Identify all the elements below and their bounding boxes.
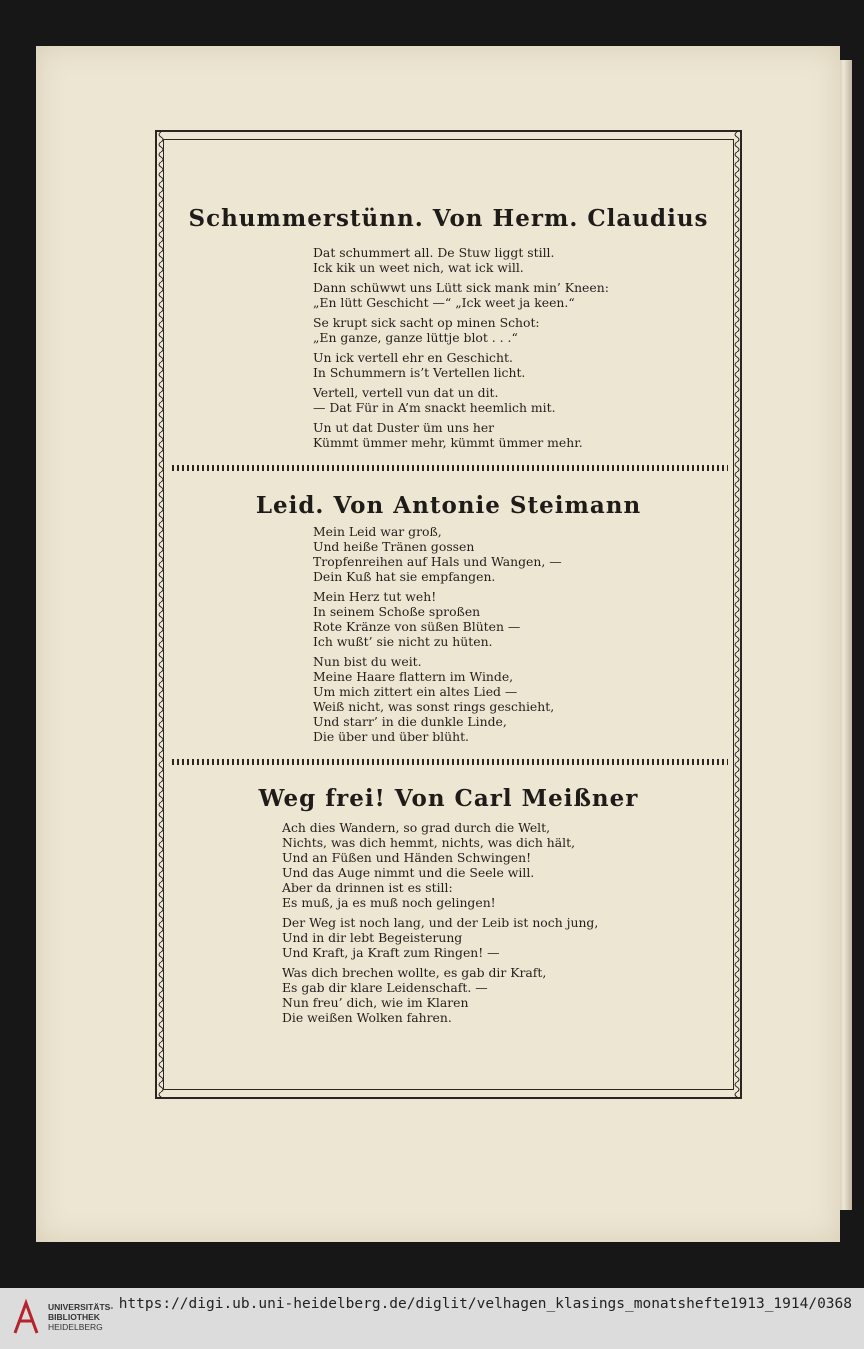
library-logo-icon	[12, 1297, 40, 1339]
poem-line: „En lütt Geschicht —“ „Ick weet ja keen.“	[313, 295, 575, 310]
poem-line: Es gab dir klare Leidenschaft. —	[282, 980, 488, 995]
poem-line: Un ut dat Duster üm uns her	[313, 420, 495, 435]
stanza	[313, 420, 609, 450]
poem-line: Ich wußt’ sie nicht zu hüten.	[313, 634, 493, 649]
stanza	[313, 589, 562, 649]
poem-body-weg-frei	[282, 820, 598, 1030]
stanza	[313, 350, 609, 380]
poem-line: Aber da drinnen ist es still:	[282, 880, 453, 895]
stanza	[282, 915, 598, 960]
border-vine-left	[157, 132, 165, 1097]
poem-line: In seinem Schoße sproßen	[313, 604, 481, 619]
poem-title-leid: Leid. Von Antonie Steimann	[255, 492, 642, 519]
border-vine-bottom	[157, 1089, 740, 1097]
poem-line: Nun freu’ dich, wie im Klaren	[282, 995, 469, 1010]
poem-line: Um mich zittert ein altes Lied —	[313, 684, 518, 699]
library-name-line: BIBLIOTHEK	[48, 1312, 100, 1322]
poem-line: In Schummern is’t Vertellen licht.	[313, 365, 526, 380]
poem-line: Die über und über blüht.	[313, 729, 469, 744]
poem-line: Es muß, ja es muß noch gelingen!	[282, 895, 496, 910]
library-name[interactable]	[48, 1302, 113, 1332]
poem-line: Mein Herz tut weh!	[313, 589, 437, 604]
poem-line: Vertell, vertell vun dat un dit.	[313, 385, 499, 400]
page-edge	[838, 60, 852, 1210]
poem-separator-2	[172, 759, 728, 765]
poem-line: Und Kraft, ja Kraft zum Ringen! —	[282, 945, 500, 960]
poem-line: Und starr’ in die dunkle Linde,	[313, 714, 507, 729]
poem-line: „En ganze, ganze lüttje blot . . .“	[313, 330, 518, 345]
poem-line: Se krupt sick sacht op minen Schot:	[313, 315, 540, 330]
library-name-line: UNIVERSITÄTS-	[48, 1302, 114, 1312]
poem-line: Rote Kränze von süßen Blüten —	[313, 619, 521, 634]
stanza	[282, 820, 598, 910]
poem-body-schummerstuenn	[313, 245, 609, 455]
poem-line: Nichts, was dich hemmt, nichts, was dich hält,	[282, 835, 576, 850]
stanza	[313, 524, 562, 584]
poem-line: Tropfenreihen auf Hals und Wangen, —	[313, 554, 562, 569]
poem-title-schummerstuenn: Schummerstünn. Von Herm. Claudius	[188, 205, 709, 232]
stanza	[313, 245, 609, 275]
poem-line: Nun bist du weit.	[313, 654, 422, 669]
poem-line: Und das Auge nimmt und die Seele will.	[282, 865, 535, 880]
border-vine-top	[157, 132, 740, 140]
stanza	[313, 280, 609, 310]
poem-line: Der Weg ist noch lang, und der Leib ist noch jung,	[282, 915, 599, 930]
poem-line: Un ick vertell ehr en Geschicht.	[313, 350, 513, 365]
poem-line: Dein Kuß hat sie empfangen.	[313, 569, 496, 584]
poem-line: Was dich brechen wollte, es gab dir Kraft,	[282, 965, 547, 980]
poem-line: Kümmt ümmer mehr, kümmt ümmer mehr.	[313, 435, 583, 450]
page-url-link[interactable]: https://digi.ub.uni-heidelberg.de/diglit/velhagen_klasings_monatshefte1913_1914/0368	[118, 1296, 852, 1312]
poem-separator-1	[172, 465, 728, 471]
poem-line: Ach dies Wandern, so grad durch die Welt,	[282, 820, 551, 835]
poem-line: Und heiße Tränen gossen	[313, 539, 475, 554]
poem-line: Mein Leid war groß,	[313, 524, 442, 539]
poem-line: Und an Füßen und Händen Schwingen!	[282, 850, 532, 865]
poem-line: Dat schummert all. De Stuw liggt still.	[313, 245, 555, 260]
poem-line: Meine Haare flattern im Winde,	[313, 669, 514, 684]
stanza	[313, 654, 562, 744]
stanza	[313, 385, 609, 415]
poem-line: Ick kik un weet nich, wat ick will.	[313, 260, 524, 275]
border-vine-right	[733, 132, 741, 1097]
poem-title-weg-frei: Weg frei! Von Carl Meißner	[258, 785, 639, 812]
poem-body-leid	[313, 524, 562, 749]
stanza	[282, 965, 598, 1025]
poem-line: Dann schüwwt uns Lütt sick mank min’ Kneen:	[313, 280, 609, 295]
poem-line: Weiß nicht, was sonst rings geschieht,	[313, 699, 555, 714]
library-name-line: HEIDELBERG	[48, 1322, 103, 1332]
stanza	[313, 315, 609, 345]
ub-heidelberg-logo[interactable]	[12, 1297, 40, 1339]
poem-line: — Dat Für in A’m snackt heemlich mit.	[313, 400, 556, 415]
poem-line: Die weißen Wolken fahren.	[282, 1010, 452, 1025]
poem-line: Und in dir lebt Begeisterung	[282, 930, 463, 945]
